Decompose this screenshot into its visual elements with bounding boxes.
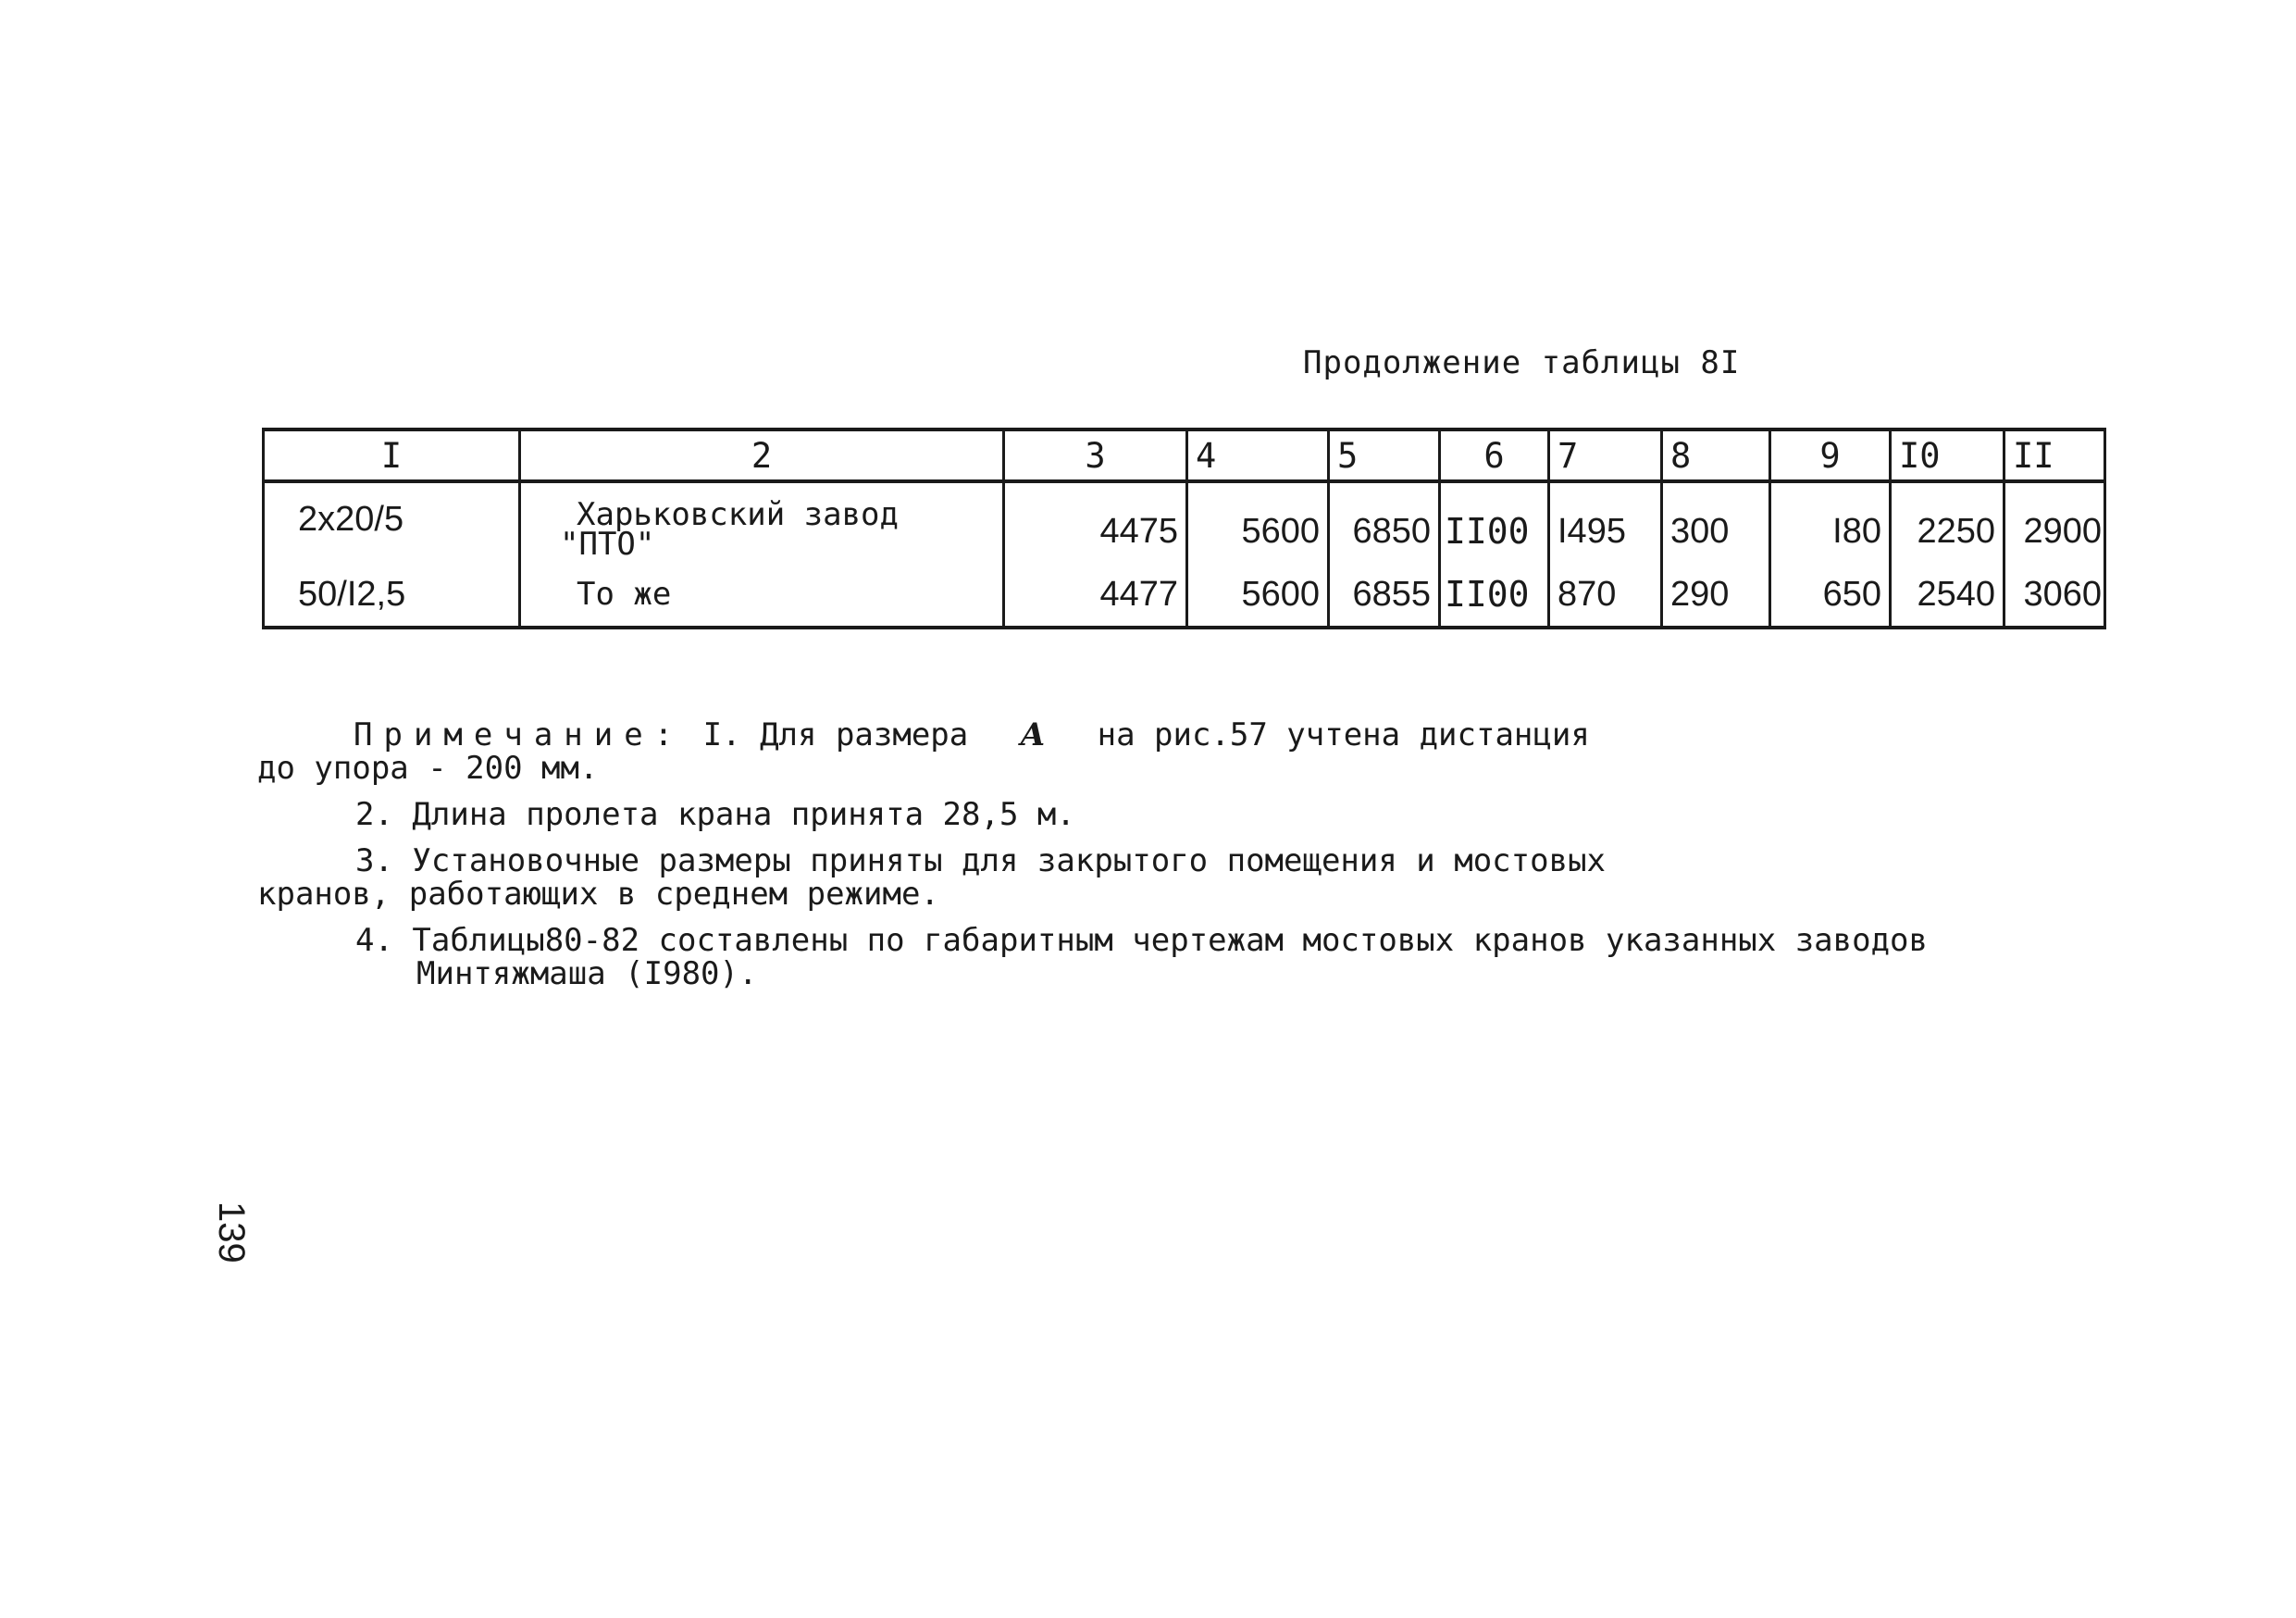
header-cell: I [264, 429, 520, 481]
table-cell: 6855 [1329, 563, 1440, 628]
manufacturer-cell [520, 481, 1004, 563]
table-cell: 290 [1662, 563, 1770, 628]
note-1-text-b: на рис.57 учтена дистанция [1097, 716, 1590, 753]
table-header-row [264, 429, 2105, 481]
header-cell: 5 [1329, 429, 1440, 481]
table-cell: I80 [1770, 481, 1891, 563]
table-cell: 6850 [1329, 481, 1440, 563]
table-cell: 2900 [2004, 481, 2105, 563]
note-1-text-a: I. Для размера [702, 716, 969, 753]
table-cell: 4475 [1004, 481, 1187, 563]
header-cell: II [2004, 429, 2105, 481]
table-cell: 2540 [1891, 563, 2004, 628]
table-cell: 4477 [1004, 563, 1187, 628]
table-cell: 870 [1549, 563, 1662, 628]
notes-block [257, 718, 1997, 1003]
note-2: 2. Длина пролета крана принята 28,5 м. [355, 796, 1075, 833]
header-cell: 2 [520, 429, 1004, 481]
table-cell: I495 [1549, 481, 1662, 563]
table-cell: 650 [1770, 563, 1891, 628]
dimension-symbol: A [1020, 716, 1046, 753]
note-4-text-b: Минтяжмаша (I980). [416, 955, 758, 992]
header-cell: 4 [1187, 429, 1329, 481]
note-4-text-a: 4. Таблицы80-82 составлены по габаритным чертежам мостовых кранов указанных заводов [355, 922, 1928, 959]
table-cell: 50/I2,5 [264, 563, 520, 628]
table-row [264, 563, 2105, 628]
page-number: 139 [211, 1201, 252, 1263]
header-cell: I0 [1891, 429, 2004, 481]
manufacturer-name: То же [577, 576, 672, 613]
manufacturer-cell [520, 563, 1004, 628]
note-1-text-c: до упора - 200 мм. [257, 750, 599, 787]
table-row [264, 481, 2105, 563]
note-4 [257, 924, 1997, 990]
header-cell: 7 [1549, 429, 1662, 481]
header-cell: 8 [1662, 429, 1770, 481]
table-cell: II00 [1440, 563, 1549, 628]
header-cell: 6 [1440, 429, 1549, 481]
table-cell: 5600 [1187, 481, 1329, 563]
table-cell: 5600 [1187, 563, 1329, 628]
note-3 [257, 844, 1997, 911]
note-1 [257, 718, 1997, 785]
manufacturer-name-suffix: "ПТО" [560, 526, 655, 563]
table-cell: 300 [1662, 481, 1770, 563]
table-cell: II00 [1440, 481, 1549, 563]
header-cell: 9 [1770, 429, 1891, 481]
data-table [262, 428, 2106, 629]
note-3-text-b: кранов, работающих в среднем режиме. [257, 876, 939, 913]
manufacturer-name: Харьковский завод [577, 496, 899, 533]
table-cell: 3060 [2004, 563, 2105, 628]
note-3-text-a: 3. Установочные размеры приняты для закрытого помещения и мостовых [355, 842, 1607, 879]
table-caption: Продолжение таблицы 8I [1303, 344, 1741, 381]
table-cell: 2250 [1891, 481, 2004, 563]
notes-label: Примечание: [354, 716, 685, 753]
table-cell: 2x20/5 [264, 481, 520, 563]
header-cell: 3 [1004, 429, 1187, 481]
